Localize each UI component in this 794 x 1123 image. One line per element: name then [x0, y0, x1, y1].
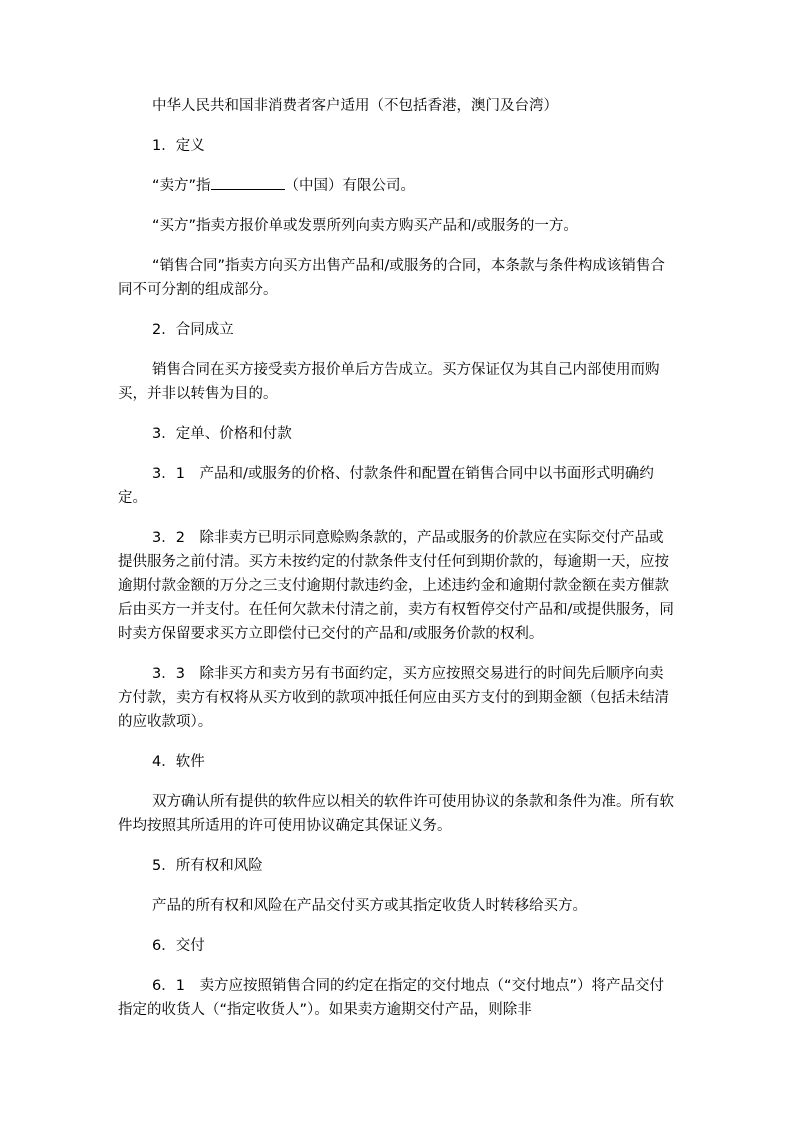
section-6-heading: 6．交付 [152, 938, 205, 954]
clause-3-1: 3．1 产品和/或服务的价格、付款条件和配置在销售合同中以书面形式明确约定。 [118, 466, 654, 506]
section-3-heading: 3．定单、价格和付款 [152, 426, 292, 442]
section-4-heading: 4．软件 [152, 754, 205, 770]
seller-name-blank [211, 175, 285, 190]
section-2-paragraph: 销售合同在买方接受卖方报价单后方告成立。买方保证仅为其自己内部使用而购买，并非以转售为目的。 [118, 362, 660, 402]
buyer-definition: “买方”指卖方报价单或发票所列向卖方购买产品和/或服务的一方。 [152, 218, 578, 234]
section-4-paragraph: 双方确认所有提供的软件应以相关的软件许可使用协议的条款和条件为准。所有软件均按照其所适用的许可使用协议确定其保证义务。 [118, 794, 674, 834]
seller-definition-prefix: “卖方”指 [152, 178, 211, 194]
clause-3-3: 3．3 除非买方和卖方另有书面约定，买方应按照交易进行的时间先后顺序向卖方付款，卖方有权将从买方收到的款项冲抵任何应由买方支付的到期金额（包括未结清的应收款项）。 [118, 666, 669, 730]
seller-definition [118, 174, 676, 198]
document-title: 中华人民共和国非消费者客户适用（不包括香港，澳门及台湾） [152, 98, 558, 114]
clause-3-2: 3．2 除非卖方已明示同意赊购条款的，产品或服务的价款应在实际交付产品或提供服务之前付清。买方未按约定的付款条件支付任何到期价款的，每逾期一天，应按逾期付款金额的万分之三支付逾期付款违约金，上述违约金和逾期付款金额在卖方催款后由买方一并支付。在任何欠款未付清之前，卖方有权暂停交付产品和/或提供服务，同时卖方保留要求买方立即偿付已交付的产品和/或服务价款的权利。 [118, 530, 674, 642]
sales-contract-definition: “销售合同”指卖方向买方出售产品和/或服务的合同，本条款与条件构成该销售合同不可分割的组成部分。 [118, 258, 665, 298]
section-5-paragraph: 产品的所有权和风险在产品交付买方或其指定收货人时转移给买方。 [152, 898, 587, 914]
document-body [118, 94, 676, 1038]
clause-6-1: 6．1 卖方应按照销售合同的约定在指定的交付地点（“交付地点”）将产品交付指定的收货人（“指定收货人”）。如果卖方逾期交付产品，则除非 [118, 978, 664, 1018]
section-5-heading: 5．所有权和风险 [152, 858, 263, 874]
section-1-heading: 1．定义 [152, 138, 205, 154]
section-2-heading: 2．合同成立 [152, 322, 234, 338]
seller-definition-suffix: （中国）有限公司。 [284, 178, 416, 194]
